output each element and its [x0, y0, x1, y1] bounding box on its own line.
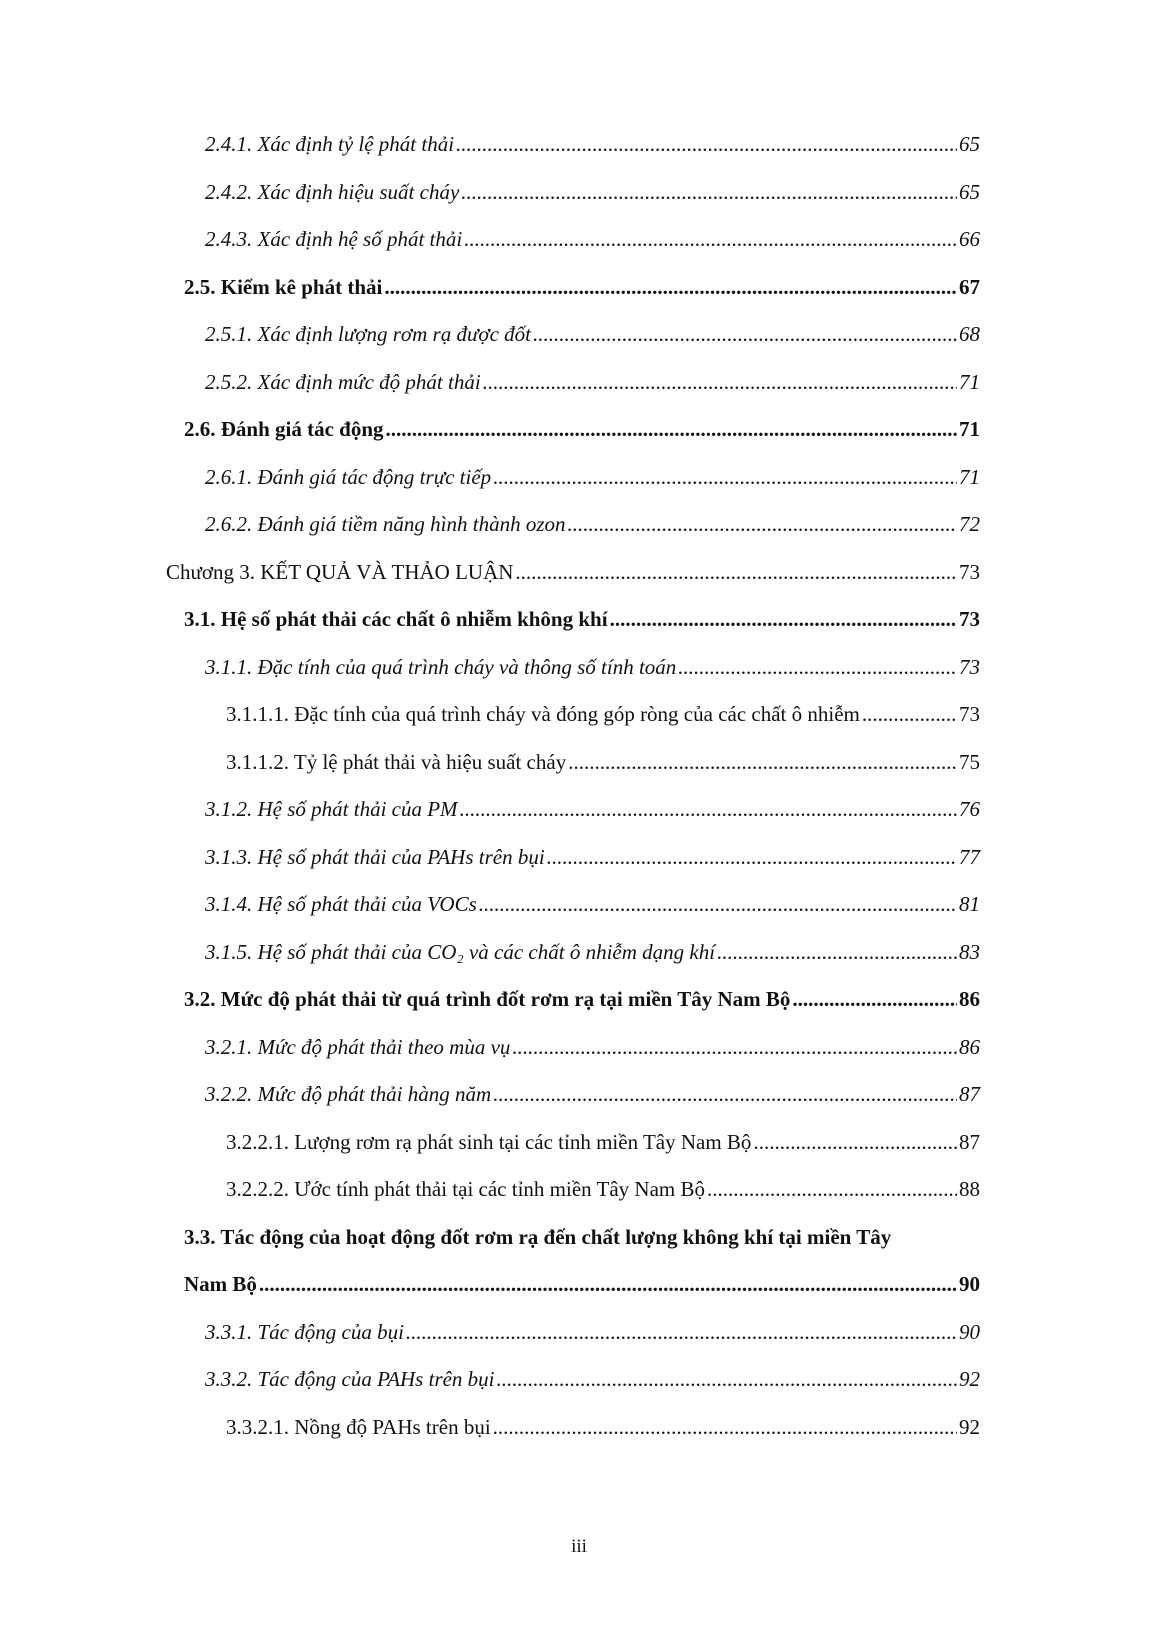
toc-entry-title: 3.3.2.1. Nồng độ PAHs trên bụi — [226, 1414, 491, 1439]
toc-entry-page: 81 — [959, 892, 980, 916]
toc-entry[interactable] — [205, 322, 980, 347]
toc-entry[interactable] — [205, 1082, 980, 1107]
toc-entry-page: 73 — [959, 559, 980, 584]
toc-entry[interactable] — [226, 1415, 980, 1440]
toc-entry[interactable] — [205, 797, 980, 822]
toc-entry-page: 92 — [959, 1414, 980, 1439]
toc-entry-title: 3.2. Mức độ phát thải từ quá trình đốt rơm rạ tại miền Tây Nam Bộ — [184, 987, 791, 1011]
toc-entry-title: 3.3.1. Tác động của bụi — [205, 1319, 404, 1344]
dot-leader — [460, 797, 957, 822]
dot-leader — [678, 655, 957, 680]
toc-entry-title: 3.2.2.1. Lượng rơm rạ phát sinh tại các tỉnh miền Tây Nam Bộ — [226, 1129, 752, 1154]
toc-entry[interactable] — [205, 1367, 980, 1392]
toc-entry-page: 73 — [959, 607, 980, 631]
toc-entry-title: 3.1.3. Hệ số phát thải của PAHs trên bụi — [205, 844, 545, 869]
toc-entry-page: 90 — [959, 1319, 980, 1344]
toc-entry[interactable] — [205, 512, 980, 537]
toc-entry-page: 67 — [959, 274, 980, 299]
toc-entry-title: 3.1.5. Hệ số phát thải của CO₂ và các chất ô nhiễm dạng khí — [205, 939, 716, 964]
toc-entry-title: 2.4.1. Xác định tỷ lệ phát thải — [205, 132, 455, 156]
toc-entry-title: 3.2.1. Mức độ phát thải theo mùa vụ — [205, 1034, 511, 1059]
toc-entry-title: 2.6.2. Đánh giá tiềm năng hình thành ozon — [205, 512, 566, 536]
toc-entry-title: 3.1. Hệ số phát thải các chất ô nhiễm không khí — [184, 607, 608, 631]
toc-entry-page: 76 — [959, 797, 980, 821]
toc-entry-page: 65 — [959, 179, 980, 204]
toc-entry[interactable] — [184, 987, 980, 1012]
toc-entry[interactable] — [205, 465, 980, 490]
toc-entry[interactable] — [205, 940, 980, 965]
toc-entry-page: 86 — [959, 987, 980, 1011]
dot-leader — [512, 1035, 957, 1060]
toc-entry-page: 90 — [959, 1272, 980, 1296]
dot-leader — [493, 1082, 957, 1107]
toc-entry-page: 73 — [959, 702, 980, 726]
dot-leader — [493, 1415, 957, 1440]
dot-leader — [568, 750, 957, 775]
dot-leader — [533, 322, 957, 347]
toc-entry-title-line1: 3.3. Tác động của hoạt động đốt rơm rạ đến chất lượng không khí tại miền Tây — [184, 1224, 892, 1249]
toc-entry-page: 71 — [959, 417, 980, 441]
toc-entry-page: 72 — [959, 512, 980, 536]
toc-entry-page: 73 — [959, 654, 980, 679]
dot-leader — [461, 180, 957, 205]
toc-entry[interactable] — [205, 1320, 980, 1345]
dot-leader — [386, 417, 957, 442]
dot-leader — [547, 845, 957, 870]
toc-entry[interactable] — [205, 845, 980, 870]
toc-entry[interactable] — [226, 750, 980, 775]
toc-entry-title: 3.1.1.2. Tỷ lệ phát thải và hiệu suất cháy — [226, 749, 567, 774]
toc-entry-title: Chương 3. KẾT QUẢ VÀ THẢO LUẬN — [166, 559, 514, 584]
toc-entry-title: 2.5.2. Xác định mức độ phát thải — [205, 369, 481, 394]
dot-leader — [493, 465, 957, 490]
dot-leader — [406, 1320, 957, 1345]
toc-entry-page: 86 — [959, 1034, 980, 1059]
toc-entry-page: 87 — [959, 1082, 980, 1106]
dot-leader — [464, 227, 957, 252]
toc-entry-page: 75 — [959, 749, 980, 774]
page-number: iii — [571, 1536, 587, 1557]
toc-entry-title: 3.1.4. Hệ số phát thải của VOCs — [205, 892, 477, 916]
toc-entry[interactable] — [205, 655, 980, 680]
toc-entry[interactable] — [205, 1035, 980, 1060]
dot-leader — [483, 370, 957, 395]
dot-leader — [497, 1367, 957, 1392]
toc-entry-title: 2.5.1. Xác định lượng rơm rạ được đốt — [205, 322, 532, 346]
dot-leader — [753, 1130, 957, 1155]
toc-entry-title: 2.4.2. Xác định hiệu suất cháy — [205, 179, 460, 204]
toc-entry-page: 83 — [959, 939, 980, 964]
toc-entry[interactable] — [184, 1272, 980, 1297]
dot-leader — [384, 275, 957, 300]
toc-entry-title: 3.1.2. Hệ số phát thải của PM — [205, 797, 458, 821]
toc-entry-title: 2.4.3. Xác định hệ số phát thải — [205, 227, 463, 251]
toc-entry-page: 87 — [959, 1129, 980, 1154]
dot-leader — [717, 940, 957, 965]
toc-entry-title: 3.1.1. Đặc tính của quá trình cháy và thông số tính toán — [205, 654, 677, 679]
toc-entry[interactable] — [205, 227, 980, 252]
dot-leader — [862, 702, 957, 727]
toc-entry[interactable] — [226, 1177, 980, 1202]
dot-leader — [792, 987, 957, 1012]
toc-entry-title: Nam Bộ — [184, 1272, 257, 1296]
toc-entry[interactable] — [226, 702, 980, 727]
toc-entry[interactable] — [205, 180, 980, 205]
toc-entry-title: 2.6.1. Đánh giá tác động trực tiếp — [205, 464, 492, 489]
toc-entry[interactable] — [205, 370, 980, 395]
dot-leader — [707, 1177, 957, 1202]
toc-entry-page: 92 — [959, 1367, 980, 1391]
toc-entry[interactable] — [205, 892, 980, 917]
toc-entry-page: 88 — [959, 1177, 980, 1201]
dot-leader — [568, 512, 958, 537]
toc-entry[interactable] — [205, 132, 980, 157]
toc-entry[interactable] — [184, 275, 980, 300]
dot-leader — [479, 892, 957, 917]
toc-entry-page: 71 — [959, 369, 980, 394]
toc-entry-title: 2.6. Đánh giá tác động — [184, 417, 384, 441]
dot-leader — [456, 132, 957, 157]
dot-leader — [610, 607, 957, 632]
toc-entry-title: 3.2.2.2. Ước tính phát thải tại các tỉnh miền Tây Nam Bộ — [226, 1177, 705, 1201]
toc-entry-page: 71 — [959, 464, 980, 489]
toc-entry[interactable] — [166, 560, 980, 585]
toc-entry-page: 65 — [959, 132, 980, 156]
toc-entry-page: 77 — [959, 844, 980, 869]
toc-entry-title: 3.1.1.1. Đặc tính của quá trình cháy và đóng góp ròng của các chất ô nhiễm — [226, 702, 860, 726]
toc-entry[interactable] — [184, 607, 980, 632]
toc-entry-title: 2.5. Kiểm kê phát thải — [184, 274, 383, 299]
dot-leader — [515, 560, 957, 585]
toc-entry-title: 3.2.2. Mức độ phát thải hàng năm — [205, 1082, 492, 1106]
dot-leader — [259, 1272, 957, 1297]
toc-entry[interactable] — [226, 1130, 980, 1155]
toc-entry-title: 3.3.2. Tác động của PAHs trên bụi — [205, 1367, 495, 1391]
toc-entry-page: 68 — [959, 322, 980, 346]
toc-entry[interactable] — [184, 417, 980, 442]
toc-entry-page: 66 — [959, 227, 980, 251]
